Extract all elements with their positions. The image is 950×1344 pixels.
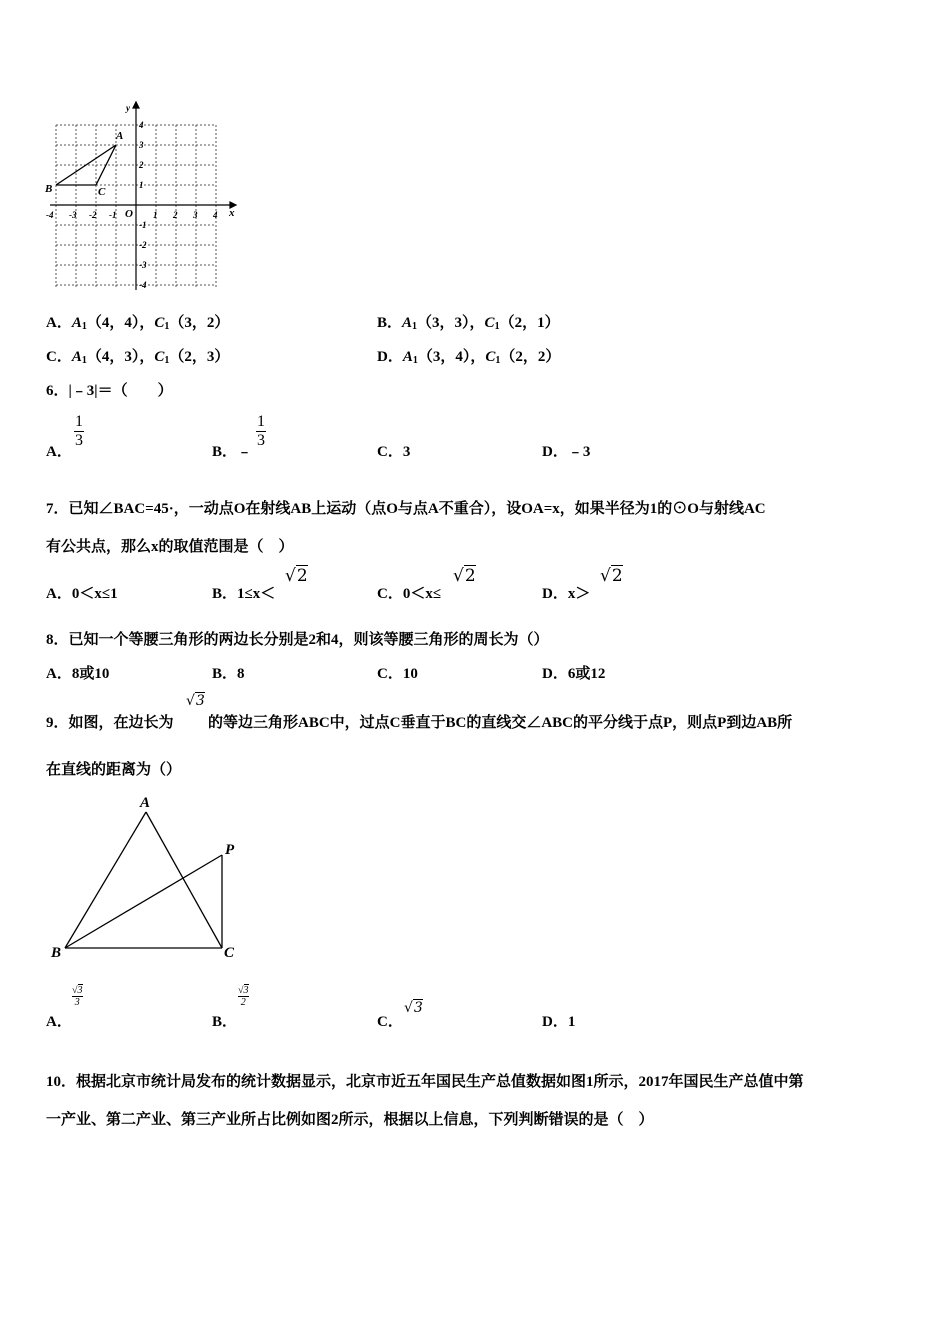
q9-stem-line2: 在直线的距离为（）	[46, 762, 182, 778]
y-tick: 1	[139, 180, 144, 190]
x-tick: 2	[173, 210, 178, 220]
x-tick: -1	[109, 210, 117, 220]
q9-stem-sqrt: √3	[186, 693, 205, 709]
point-c-label: C	[98, 186, 106, 198]
point-a-label: A	[116, 130, 124, 142]
y-tick: -2	[139, 240, 147, 250]
origin-label: O	[125, 208, 133, 220]
y-tick: -1	[139, 220, 147, 230]
q7-option-a[interactable]: A．0＜x≤1	[46, 586, 118, 602]
q9-stem-pre: 9．如图，在边长为	[46, 715, 174, 731]
coordinate-grid-figure	[44, 100, 244, 292]
q6-option-d[interactable]: D．﹣3	[542, 444, 591, 460]
q6-option-a-label[interactable]: A．	[46, 444, 72, 460]
q6-option-c[interactable]: C．3	[377, 444, 411, 460]
point-b-label: B	[45, 183, 53, 195]
q9-option-d[interactable]: D．1	[542, 1014, 576, 1030]
q10-stem-line2: 一产业、第二产业、第三产业所占比例如图2所示，根据以上信息，下列判断错误的是（ ）	[46, 1112, 654, 1128]
q7-option-d[interactable]: D．x＞	[542, 586, 591, 602]
x-axis-label: x	[229, 207, 235, 219]
q9-option-a-label[interactable]: A．	[46, 1014, 72, 1030]
q8-option-c[interactable]: C．10	[377, 666, 418, 682]
y-tick: -3	[139, 260, 147, 270]
q5-option-a[interactable]: A．$A_1(4$，4），$C_1(3$，2）	[46, 315, 230, 332]
q6-option-b-fraction: $\frac{1}{3}$	[257, 413, 265, 449]
q8-option-b[interactable]: B．8	[212, 666, 245, 682]
q9-option-a-fraction: $\frac{√3}{3}$	[72, 985, 83, 1008]
q9-option-c-sqrt: √3	[404, 1000, 423, 1016]
y-tick: 2	[139, 160, 144, 170]
q10-stem-line1: 10．根据北京市统计局发布的统计数据显示，北京市近五年国民生产总值数据如图1所示，2017年国民生产总值中第	[46, 1074, 804, 1090]
x-tick: 3	[193, 210, 198, 220]
y-tick: -4	[139, 280, 147, 290]
q8-option-a[interactable]: A．8或10	[46, 666, 110, 682]
y-tick: 3	[139, 140, 144, 150]
vertex-b-label: B	[51, 945, 62, 961]
q6-stem: 6．|﹣3|＝（ ）	[46, 383, 173, 399]
q6-option-b-label[interactable]: B．﹣	[212, 444, 253, 460]
q7-option-c-sqrt: √2	[453, 566, 476, 586]
q7-stem-line1: 7．已知∠BAC=45·，一动点O在射线AB上运动（点O与点A不重合），设OA=x，如果半径为1的⊙O与射线AC	[46, 501, 766, 517]
q9-option-b-label[interactable]: B．	[212, 1014, 238, 1030]
point-p-label: P	[225, 842, 235, 858]
x-tick: -3	[69, 210, 77, 220]
x-tick: 1	[153, 210, 158, 220]
q7-option-b-sqrt: √2	[285, 566, 308, 586]
q5-option-b[interactable]: B．$A_1(3$，3），$C_1(2$，1）	[377, 315, 560, 332]
q6-option-a-fraction: $\frac{1}{3}$	[75, 413, 83, 449]
vertex-c-label: C	[224, 945, 235, 961]
q7-stem-line2: 有公共点，那么x的取值范围是（ ）	[46, 539, 294, 555]
q9-option-c-label[interactable]: C．	[377, 1014, 403, 1030]
x-tick: 4	[213, 210, 218, 220]
q9-stem-post: 的等边三角形ABC中，过点C垂直于BC的直线交∠ABC的平分线于点P，则点P到边AB所	[208, 715, 793, 731]
q7-option-d-sqrt: √2	[600, 566, 623, 586]
q7-option-b[interactable]: B．1≤x＜	[212, 586, 276, 602]
q5-option-d[interactable]: D．$A_1(3$，4），$C_1(2$，2）	[377, 349, 561, 366]
x-tick: -4	[46, 210, 54, 220]
x-tick: -2	[89, 210, 97, 220]
q8-stem: 8．已知一个等腰三角形的两边长分别是2和4，则该等腰三角形的周长为（）	[46, 632, 549, 648]
q9-option-b-fraction: $\frac{√3}{2}$	[238, 985, 249, 1008]
y-axis-label: y	[126, 103, 130, 113]
vertex-a-label: A	[140, 795, 151, 811]
q8-option-d[interactable]: D．6或12	[542, 666, 606, 682]
q7-option-c[interactable]: C．0＜x≤	[377, 586, 442, 602]
y-tick: 4	[139, 120, 144, 130]
q5-option-c[interactable]: C．$A_1(4$，3），$C_1(2$，3）	[46, 349, 230, 366]
equilateral-triangle-figure	[48, 790, 248, 965]
